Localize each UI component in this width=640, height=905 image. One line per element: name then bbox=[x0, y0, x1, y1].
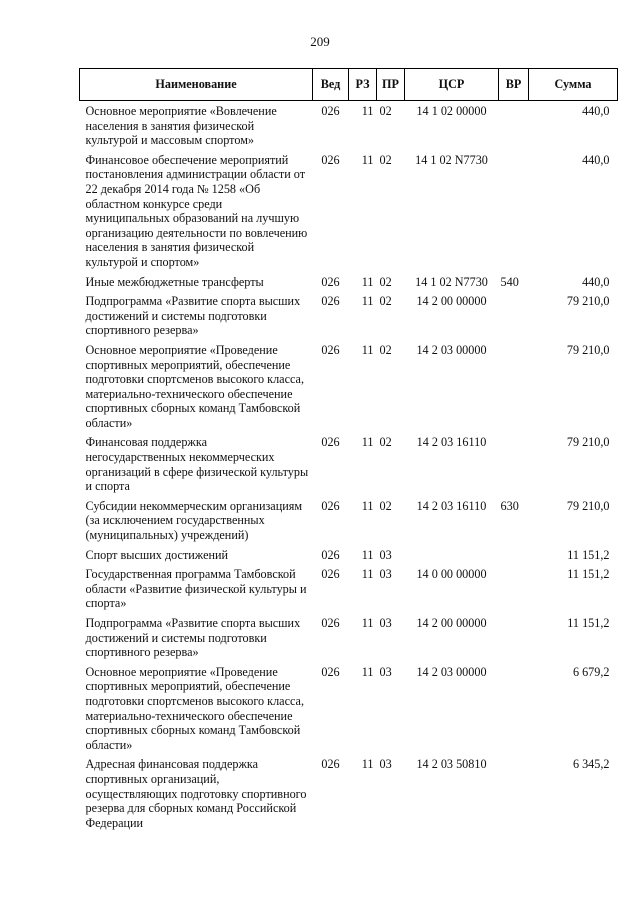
table-row bbox=[80, 567, 618, 616]
cell-sum: 11 151,2 bbox=[567, 567, 610, 582]
cell-name: Спорт высших достижений bbox=[85, 547, 229, 562]
cell-pr: 02 bbox=[379, 294, 392, 309]
table-row bbox=[80, 343, 618, 436]
cell-ved: 026 bbox=[321, 664, 340, 679]
table-row bbox=[80, 294, 618, 343]
cell-vr bbox=[499, 294, 529, 343]
header-ved: Вед bbox=[313, 69, 349, 101]
cell-rz: 11 bbox=[361, 567, 374, 582]
cell-sum: 79 210,0 bbox=[566, 294, 610, 309]
cell-pr: 03 bbox=[379, 567, 392, 582]
cell-name: Подпрограмма «Развитие спорта высших достижений и системы подготовки спортивного резерва» bbox=[85, 616, 301, 660]
cell-sum: 11 151,2 bbox=[567, 547, 610, 562]
cell-name: Адресная финансовая поддержка спортивных организаций, осуществляющих подготовку спортивного резерва для сборных команд Российской Федерации bbox=[85, 757, 307, 830]
cell-csr: 14 1 02 N7730 bbox=[415, 152, 488, 167]
header-pr: ПР bbox=[377, 69, 405, 101]
cell-ved: 026 bbox=[321, 294, 340, 309]
table-header-row bbox=[80, 69, 618, 101]
cell-pr: 03 bbox=[379, 757, 392, 772]
header-rz: РЗ bbox=[349, 69, 377, 101]
cell-csr: 14 2 03 00000 bbox=[416, 664, 487, 679]
cell-sum: 6 679,2 bbox=[572, 664, 610, 679]
cell-pr: 02 bbox=[379, 274, 392, 289]
cell-ved: 026 bbox=[321, 547, 340, 562]
header-vr: ВР bbox=[499, 69, 529, 101]
cell-rz: 11 bbox=[361, 664, 374, 679]
cell-csr: 14 2 00 00000 bbox=[416, 294, 487, 309]
table-row bbox=[80, 153, 618, 275]
cell-vr: 540 bbox=[500, 274, 519, 289]
cell-sum: 440,0 bbox=[582, 274, 610, 289]
cell-ved: 026 bbox=[321, 342, 340, 357]
cell-pr: 03 bbox=[379, 547, 392, 562]
cell-csr: 14 1 02 00000 bbox=[416, 104, 487, 118]
cell-sum: 6 345,2 bbox=[572, 757, 610, 772]
cell-name: Основное мероприятие «Проведение спортивных мероприятий, обеспечение подготовки спортсменов высокого класса, материально-технического обеспечение спортивных сборных команд Тамбовской области» bbox=[85, 342, 304, 430]
cell-vr bbox=[499, 567, 529, 616]
cell-rz: 11 bbox=[361, 435, 374, 450]
table-row bbox=[80, 275, 618, 295]
cell-name: Государственная программа Тамбовской области «Развитие физической культуры и спорта» bbox=[85, 567, 307, 611]
cell-name: Субсидии некоммерческим организациям (за исключением государственных (муниципальных) учреждений) bbox=[85, 498, 303, 543]
table-row bbox=[80, 435, 618, 498]
cell-pr: 02 bbox=[379, 342, 392, 357]
cell-rz: 11 bbox=[361, 152, 374, 167]
header-sum: Сумма bbox=[529, 69, 618, 101]
cell-csr: 14 2 00 00000 bbox=[416, 616, 487, 630]
cell-name: Финансовое обеспечение мероприятий постановления администрации области от 22 декабря 2014 года № 1258 «Об областном конкурсе среди муниципальных образований на лучшую организацию деятельности по вовлечению населения в занятия физической культурой и спортом» bbox=[85, 152, 308, 269]
table-row bbox=[80, 101, 618, 153]
table-row bbox=[80, 548, 618, 568]
cell-csr: 14 2 03 00000 bbox=[416, 342, 487, 357]
cell-sum: 440,0 bbox=[582, 104, 610, 118]
table-row bbox=[80, 665, 618, 758]
cell-name: Подпрограмма «Развитие спорта высших достижений и системы подготовки спортивного резерва» bbox=[85, 294, 301, 338]
cell-csr: 14 0 00 00000 bbox=[416, 567, 487, 582]
cell-name: Финансовая поддержка негосударственных некоммерческих организаций в сфере физической культуры и спорта bbox=[85, 435, 309, 494]
cell-rz: 11 bbox=[361, 104, 374, 118]
cell-csr: 14 2 03 16110 bbox=[416, 498, 487, 513]
cell-name: Основное мероприятие «Проведение спортивных мероприятий, обеспечение подготовки спортсменов высокого класса, материально-технического обеспечение спортивных сборных команд Тамбовской области» bbox=[85, 664, 304, 752]
table-row bbox=[80, 616, 618, 665]
cell-sum: 79 210,0 bbox=[566, 342, 610, 357]
cell-csr bbox=[405, 548, 499, 568]
cell-pr: 02 bbox=[379, 152, 392, 167]
cell-rz: 11 bbox=[361, 294, 374, 309]
cell-ved: 026 bbox=[321, 274, 340, 289]
cell-vr bbox=[499, 548, 529, 568]
budget-table bbox=[79, 68, 618, 835]
cell-pr: 03 bbox=[379, 664, 392, 679]
cell-ved: 026 bbox=[321, 498, 340, 513]
cell-sum: 79 210,0 bbox=[566, 435, 610, 450]
cell-pr: 02 bbox=[379, 104, 392, 118]
cell-ved: 026 bbox=[321, 435, 340, 450]
cell-rz: 11 bbox=[361, 547, 374, 562]
cell-vr bbox=[499, 757, 529, 835]
cell-rz: 11 bbox=[361, 342, 374, 357]
cell-pr: 03 bbox=[379, 616, 392, 630]
cell-rz: 11 bbox=[361, 498, 374, 513]
cell-ved: 026 bbox=[321, 567, 340, 582]
cell-vr bbox=[499, 665, 529, 758]
table-row bbox=[80, 757, 618, 835]
cell-pr: 02 bbox=[379, 435, 392, 450]
cell-csr: 14 2 03 16110 bbox=[416, 435, 487, 450]
cell-vr: 630 bbox=[500, 498, 519, 513]
cell-pr: 02 bbox=[379, 498, 392, 513]
cell-rz: 11 bbox=[361, 616, 374, 630]
cell-rz: 11 bbox=[361, 757, 374, 772]
table-body bbox=[80, 101, 618, 836]
cell-name: Основное мероприятие «Вовлечение населения в занятия физической культурой и массовым спортом» bbox=[85, 104, 277, 148]
cell-vr bbox=[499, 153, 529, 275]
header-name: Наименование bbox=[80, 69, 313, 101]
cell-sum: 440,0 bbox=[582, 152, 610, 167]
cell-ved: 026 bbox=[321, 616, 340, 630]
page-number: 209 bbox=[310, 34, 330, 49]
table-row bbox=[80, 499, 618, 548]
cell-sum: 79 210,0 bbox=[566, 498, 610, 513]
cell-csr: 14 2 03 50810 bbox=[416, 757, 487, 772]
cell-ved: 026 bbox=[321, 757, 340, 772]
cell-ved: 026 bbox=[321, 152, 340, 167]
cell-rz: 11 bbox=[361, 274, 374, 289]
cell-vr bbox=[499, 101, 529, 153]
cell-csr: 14 1 02 N7730 bbox=[415, 274, 488, 289]
cell-name: Иные межбюджетные трансферты bbox=[85, 274, 264, 289]
cell-vr bbox=[499, 343, 529, 436]
cell-ved: 026 bbox=[321, 104, 340, 118]
header-csr: ЦСР bbox=[405, 69, 499, 101]
cell-sum: 11 151,2 bbox=[567, 616, 610, 630]
cell-vr bbox=[499, 616, 529, 665]
cell-vr bbox=[499, 435, 529, 498]
